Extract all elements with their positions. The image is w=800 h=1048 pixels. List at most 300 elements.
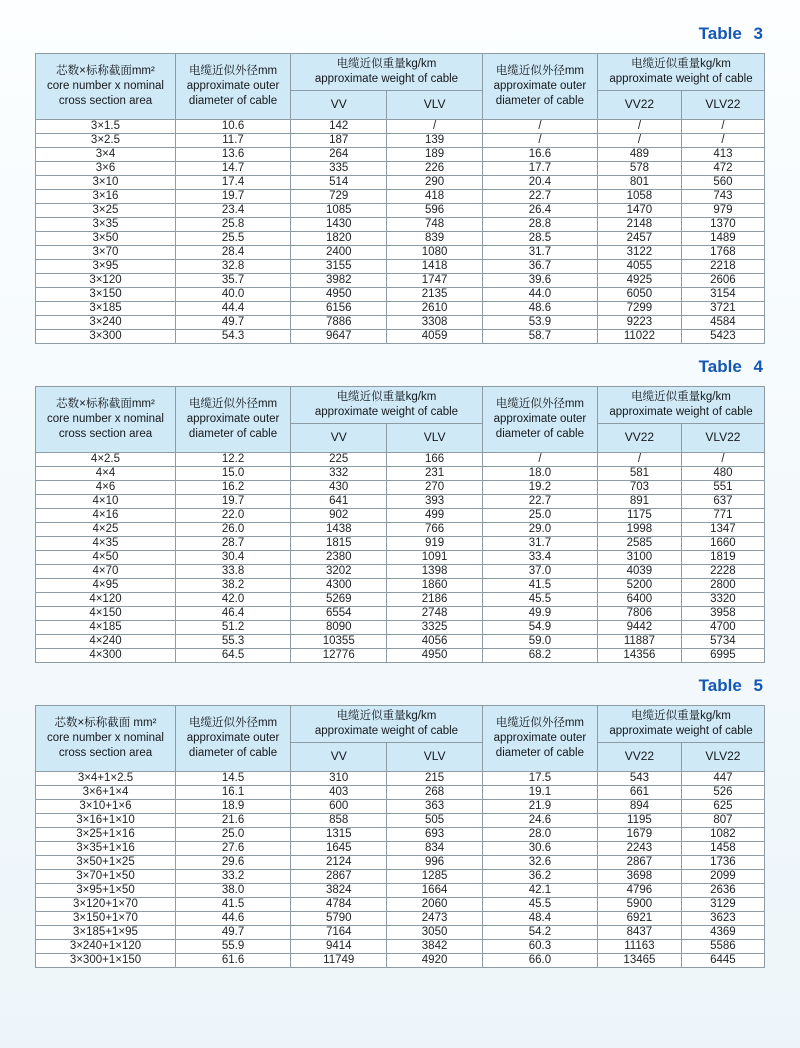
header-diameter2-cn: 电缆近似外径mm: [495, 398, 584, 411]
table-cell: 729: [291, 190, 387, 204]
table-cell: 4950: [387, 649, 482, 663]
table-cell: 560: [681, 176, 764, 190]
table-cell: 4×16: [36, 509, 176, 523]
table-cell: 413: [681, 148, 764, 162]
table-row: [36, 453, 765, 467]
table-cell: 28.4: [175, 246, 290, 260]
table-cell: 20.4: [482, 176, 597, 190]
table-cell: 4×240: [36, 635, 176, 649]
table-cell: 37.0: [482, 565, 597, 579]
table-row: [36, 954, 765, 968]
table-cell: 4×2.5: [36, 453, 176, 467]
table-cell: 49.7: [175, 316, 290, 330]
table-cell: 17.4: [175, 176, 290, 190]
header-weight-cn: 电缆近似重量kg/km: [336, 391, 437, 404]
table-cell: 10.6: [175, 120, 290, 134]
table-cell: 226: [387, 162, 482, 176]
table-cell: 766: [387, 523, 482, 537]
header-diameter2-en1: approximate outer: [493, 732, 587, 745]
table-cell: 3×2.5: [36, 134, 176, 148]
header-vv22-column: VV22: [598, 743, 682, 772]
table-cell: 3×25: [36, 204, 176, 218]
table-cell: 11749: [291, 954, 387, 968]
header-core-en2: cross section area: [58, 427, 153, 440]
table-cell: 9414: [291, 940, 387, 954]
table-cell: 25.8: [175, 218, 290, 232]
table-cell: 3202: [291, 565, 387, 579]
table-cell: 1860: [387, 579, 482, 593]
table-cell: 3×10: [36, 176, 176, 190]
table-cell: 142: [291, 120, 387, 134]
table-cell: 6156: [291, 302, 387, 316]
table-cell: 514: [291, 176, 387, 190]
table-cell: 32.8: [175, 260, 290, 274]
table-row: [36, 565, 765, 579]
table-cell: 3×95+1×50: [36, 884, 176, 898]
header-diameter2-column: [482, 387, 597, 453]
table-cell: 543: [598, 772, 682, 786]
table-cell: 1418: [387, 260, 482, 274]
table-cell: 12.2: [175, 453, 290, 467]
table-cell: 53.9: [482, 316, 597, 330]
table-cell: 661: [598, 786, 682, 800]
table-row: [36, 870, 765, 884]
table-cell: 2148: [598, 218, 682, 232]
table-cell: 15.0: [175, 467, 290, 481]
table-cell: 66.0: [482, 954, 597, 968]
table-4-body: [36, 453, 765, 663]
header-vlv-column: VLV: [387, 91, 482, 120]
table-cell: 29.0: [482, 523, 597, 537]
table-cell: 41.5: [175, 898, 290, 912]
table-cell: 3×16+1×10: [36, 814, 176, 828]
table-cell: 7164: [291, 926, 387, 940]
table-cell: 25.0: [482, 509, 597, 523]
table-cell: 44.0: [482, 288, 597, 302]
table-5-title: Table 5: [698, 676, 763, 695]
table-cell: 28.5: [482, 232, 597, 246]
table-cell: 28.0: [482, 828, 597, 842]
table-cell: 801: [598, 176, 682, 190]
table-cell: 1819: [681, 551, 764, 565]
table-cell: 1820: [291, 232, 387, 246]
header-weight-cn: 电缆近似重量kg/km: [336, 710, 437, 723]
table-row: [36, 120, 765, 134]
table-cell: 1315: [291, 828, 387, 842]
table-cell: /: [482, 120, 597, 134]
table-3-section: [35, 24, 765, 344]
table-cell: 2400: [291, 246, 387, 260]
header-weight-cn: 电缆近似重量kg/km: [336, 58, 437, 71]
table-cell: 59.0: [482, 635, 597, 649]
cable-spec-table-4: [35, 386, 765, 663]
header-diameter2-cn: 电缆近似外径mm: [495, 717, 584, 730]
table-cell: 30.6: [482, 842, 597, 856]
table-cell: 48.6: [482, 302, 597, 316]
table-cell: 4×10: [36, 495, 176, 509]
table-cell: 61.6: [175, 954, 290, 968]
table-cell: /: [681, 134, 764, 148]
table-cell: 14.7: [175, 162, 290, 176]
table-cell: 4796: [598, 884, 682, 898]
table-cell: 28.8: [482, 218, 597, 232]
table-cell: 3×70+1×50: [36, 870, 176, 884]
table-cell: 25.5: [175, 232, 290, 246]
table-cell: 332: [291, 467, 387, 481]
table-row: [36, 204, 765, 218]
table-cell: 7886: [291, 316, 387, 330]
table-cell: 4920: [387, 954, 482, 968]
table-cell: 5586: [681, 940, 764, 954]
table-cell: 17.5: [482, 772, 597, 786]
table-cell: 3308: [387, 316, 482, 330]
table-cell: 4784: [291, 898, 387, 912]
table-cell: 1815: [291, 537, 387, 551]
table-cell: 1470: [598, 204, 682, 218]
table-cell: 807: [681, 814, 764, 828]
table-cell: 1195: [598, 814, 682, 828]
table-cell: 55.3: [175, 635, 290, 649]
table-row: [36, 495, 765, 509]
table-cell: 189: [387, 148, 482, 162]
table-cell: 2243: [598, 842, 682, 856]
table-cell: 641: [291, 495, 387, 509]
table-cell: 3×240+1×120: [36, 940, 176, 954]
table-cell: 166: [387, 453, 482, 467]
table-cell: 403: [291, 786, 387, 800]
table-row: [36, 635, 765, 649]
table-cell: 5423: [681, 330, 764, 344]
header-diameter-en2: diameter of cable: [188, 746, 278, 759]
table-cell: 1664: [387, 884, 482, 898]
table-cell: 596: [387, 204, 482, 218]
table-cell: 42.0: [175, 593, 290, 607]
table-cell: 58.7: [482, 330, 597, 344]
header-diameter2-cn: 电缆近似外径mm: [495, 65, 584, 78]
table-4-section: [35, 357, 765, 663]
table-row: [36, 926, 765, 940]
table-cell: 2124: [291, 856, 387, 870]
table-cell: 4300: [291, 579, 387, 593]
table-cell: 18.0: [482, 467, 597, 481]
table-cell: 22.7: [482, 190, 597, 204]
table-row: [36, 649, 765, 663]
table-cell: 4×95: [36, 579, 176, 593]
table-cell: /: [387, 120, 482, 134]
table-cell: 46.4: [175, 607, 290, 621]
header-vv22-column: VV22: [598, 91, 682, 120]
table-cell: 2585: [598, 537, 682, 551]
header-weight-group: [291, 54, 483, 91]
table-cell: 54.3: [175, 330, 290, 344]
table-cell: 3824: [291, 884, 387, 898]
table-cell: 2457: [598, 232, 682, 246]
table-cell: 3×35: [36, 218, 176, 232]
table-cell: 44.4: [175, 302, 290, 316]
header-diameter-column: [175, 387, 290, 453]
header-vlv22-column: VLV22: [681, 743, 764, 772]
table-cell: 2473: [387, 912, 482, 926]
header-diameter-cn: 电缆近似外径mm: [188, 717, 278, 730]
table-row: [36, 786, 765, 800]
table-cell: 4×120: [36, 593, 176, 607]
table-cell: 45.5: [482, 593, 597, 607]
table-cell: 6400: [598, 593, 682, 607]
table-cell: 703: [598, 481, 682, 495]
table-cell: 3×50+1×25: [36, 856, 176, 870]
table-cell: 64.5: [175, 649, 290, 663]
table-cell: 472: [681, 162, 764, 176]
table-cell: 4×70: [36, 565, 176, 579]
header-core-cn: 芯数×标称截面mm²: [56, 65, 155, 78]
table-cell: 600: [291, 800, 387, 814]
table-cell: 16.6: [482, 148, 597, 162]
table-cell: 3×6+1×4: [36, 786, 176, 800]
table-cell: 4925: [598, 274, 682, 288]
header-core-cn: 芯数×标称截面mm²: [56, 398, 155, 411]
table-cell: 49.7: [175, 926, 290, 940]
table-cell: 2099: [681, 870, 764, 884]
table-cell: 393: [387, 495, 482, 509]
table-cell: 1058: [598, 190, 682, 204]
table-cell: 42.1: [482, 884, 597, 898]
table-row: [36, 316, 765, 330]
table-cell: 3122: [598, 246, 682, 260]
header-weight-en: approximate weight of cable: [314, 725, 459, 737]
table-cell: 38.0: [175, 884, 290, 898]
table-row: [36, 148, 765, 162]
table-cell: 290: [387, 176, 482, 190]
table-cell: /: [681, 453, 764, 467]
table-cell: 1768: [681, 246, 764, 260]
header-vv-column: VV: [291, 424, 387, 453]
table-cell: 3×6: [36, 162, 176, 176]
table-cell: 10355: [291, 635, 387, 649]
header-core-en1: core number x nominal: [46, 413, 164, 426]
table-cell: 2606: [681, 274, 764, 288]
table-row: [36, 772, 765, 786]
table-cell: 858: [291, 814, 387, 828]
table-cell: 5200: [598, 579, 682, 593]
table-cell: 49.9: [482, 607, 597, 621]
table-cell: 264: [291, 148, 387, 162]
table-cell: 1679: [598, 828, 682, 842]
table-cell: 4700: [681, 621, 764, 635]
table-cell: 225: [291, 453, 387, 467]
header-vv-column: VV: [291, 91, 387, 120]
table-cell: 33.2: [175, 870, 290, 884]
table-row: [36, 260, 765, 274]
header-diameter2-en1: approximate outer: [493, 80, 587, 93]
header-diameter-cn: 电缆近似外径mm: [188, 398, 278, 411]
table-3-body: [36, 120, 765, 344]
table-row: [36, 274, 765, 288]
table-cell: 3050: [387, 926, 482, 940]
table-cell: /: [598, 120, 682, 134]
table-cell: 1438: [291, 523, 387, 537]
cable-spec-table-5: [35, 705, 765, 968]
table-cell: 270: [387, 481, 482, 495]
table-cell: 1747: [387, 274, 482, 288]
table-cell: 3100: [598, 551, 682, 565]
header-diameter-en1: approximate outer: [186, 732, 280, 745]
table-cell: 39.6: [482, 274, 597, 288]
table-cell: 4×6: [36, 481, 176, 495]
header-vv22-column: VV22: [598, 424, 682, 453]
table-cell: 1660: [681, 537, 764, 551]
table-cell: 1430: [291, 218, 387, 232]
table-cell: 3982: [291, 274, 387, 288]
table-cell: 3×16: [36, 190, 176, 204]
table-cell: 4056: [387, 635, 482, 649]
table-row: [36, 176, 765, 190]
table-cell: 9647: [291, 330, 387, 344]
table-cell: 430: [291, 481, 387, 495]
table-cell: 3×1.5: [36, 120, 176, 134]
table-row: [36, 162, 765, 176]
table-cell: 743: [681, 190, 764, 204]
table-cell: 902: [291, 509, 387, 523]
table-cell: 2636: [681, 884, 764, 898]
table-cell: 3325: [387, 621, 482, 635]
header-weight-group: [291, 387, 483, 424]
table-cell: 3×35+1×16: [36, 842, 176, 856]
header-core-en2: cross section area: [58, 94, 153, 107]
table-cell: 68.2: [482, 649, 597, 663]
table-row: [36, 551, 765, 565]
table-cell: 996: [387, 856, 482, 870]
table-cell: 581: [598, 467, 682, 481]
table-cell: 23.4: [175, 204, 290, 218]
table-cell: 55.9: [175, 940, 290, 954]
table-cell: 891: [598, 495, 682, 509]
table-cell: 1398: [387, 565, 482, 579]
header-weight-group: [291, 706, 483, 743]
table-cell: 33.4: [482, 551, 597, 565]
table-cell: 268: [387, 786, 482, 800]
table-row: [36, 537, 765, 551]
header-vv-column: VV: [291, 743, 387, 772]
table-cell: 13465: [598, 954, 682, 968]
table-cell: 9442: [598, 621, 682, 635]
table-cell: 919: [387, 537, 482, 551]
table-cell: 44.6: [175, 912, 290, 926]
table-cell: 2867: [291, 870, 387, 884]
table-cell: 771: [681, 509, 764, 523]
table-cell: 505: [387, 814, 482, 828]
table-row: [36, 912, 765, 926]
header-diameter2-column: [482, 54, 597, 120]
table-cell: 25.0: [175, 828, 290, 842]
table-cell: 8090: [291, 621, 387, 635]
table-cell: 4039: [598, 565, 682, 579]
header-diameter-column: [175, 706, 290, 772]
table-cell: 979: [681, 204, 764, 218]
table-cell: 29.6: [175, 856, 290, 870]
table-cell: /: [681, 120, 764, 134]
table-cell: 21.6: [175, 814, 290, 828]
table-cell: 22.7: [482, 495, 597, 509]
table-cell: 447: [681, 772, 764, 786]
table-cell: 11.7: [175, 134, 290, 148]
table-cell: 3×300+1×150: [36, 954, 176, 968]
table-cell: 6921: [598, 912, 682, 926]
table-cell: 17.7: [482, 162, 597, 176]
table-cell: 54.9: [482, 621, 597, 635]
header-diameter-cn: 电缆近似外径mm: [188, 65, 278, 78]
table-cell: 363: [387, 800, 482, 814]
table-cell: 4059: [387, 330, 482, 344]
header-weight2-group: [598, 706, 765, 743]
table-row: [36, 800, 765, 814]
header-diameter-en2: diameter of cable: [188, 94, 278, 107]
table-row: [36, 134, 765, 148]
table-cell: 3×4+1×2.5: [36, 772, 176, 786]
table-cell: 625: [681, 800, 764, 814]
table-cell: 894: [598, 800, 682, 814]
header-weight2-cn: 电缆近似重量kg/km: [631, 710, 731, 723]
table-cell: 2135: [387, 288, 482, 302]
header-diameter2-en2: diameter of cable: [495, 427, 585, 440]
table-cell: 1458: [681, 842, 764, 856]
table-cell: /: [482, 453, 597, 467]
table-cell: 45.5: [482, 898, 597, 912]
table-cell: 3×50: [36, 232, 176, 246]
table-cell: 489: [598, 148, 682, 162]
table-cell: 4950: [291, 288, 387, 302]
table-cell: 3×120: [36, 274, 176, 288]
table-cell: 4055: [598, 260, 682, 274]
table-cell: /: [482, 134, 597, 148]
table-cell: 3129: [681, 898, 764, 912]
table-cell: 3154: [681, 288, 764, 302]
table-cell: 6050: [598, 288, 682, 302]
header-core-cn: 芯数×标称截面 mm²: [54, 717, 157, 730]
table-cell: 36.2: [482, 870, 597, 884]
table-cell: 3×300: [36, 330, 176, 344]
header-weight2-cn: 电缆近似重量kg/km: [631, 58, 731, 71]
table-cell: 60.3: [482, 940, 597, 954]
table-cell: 19.1: [482, 786, 597, 800]
header-weight2-en: approximate weight of cable: [609, 406, 753, 418]
header-diameter-en1: approximate outer: [186, 80, 280, 93]
table-cell: 3155: [291, 260, 387, 274]
table-cell: 693: [387, 828, 482, 842]
table-cell: /: [598, 134, 682, 148]
table-cell: 35.7: [175, 274, 290, 288]
table-cell: 3×4: [36, 148, 176, 162]
table-cell: 54.2: [482, 926, 597, 940]
table-cell: 1347: [681, 523, 764, 537]
table-cell: 7299: [598, 302, 682, 316]
table-cell: 3721: [681, 302, 764, 316]
header-core-column: [36, 387, 176, 453]
table-cell: 4×300: [36, 649, 176, 663]
table-cell: 3958: [681, 607, 764, 621]
table-row: [36, 814, 765, 828]
table-row: [36, 842, 765, 856]
table-row: [36, 828, 765, 842]
header-diameter-en1: approximate outer: [186, 413, 280, 426]
table-cell: 4584: [681, 316, 764, 330]
table-cell: 24.6: [482, 814, 597, 828]
cable-spec-table-3: [35, 53, 765, 344]
table-cell: 36.7: [482, 260, 597, 274]
table-cell: 839: [387, 232, 482, 246]
table-cell: 6995: [681, 649, 764, 663]
table-cell: 499: [387, 509, 482, 523]
table-cell: 418: [387, 190, 482, 204]
